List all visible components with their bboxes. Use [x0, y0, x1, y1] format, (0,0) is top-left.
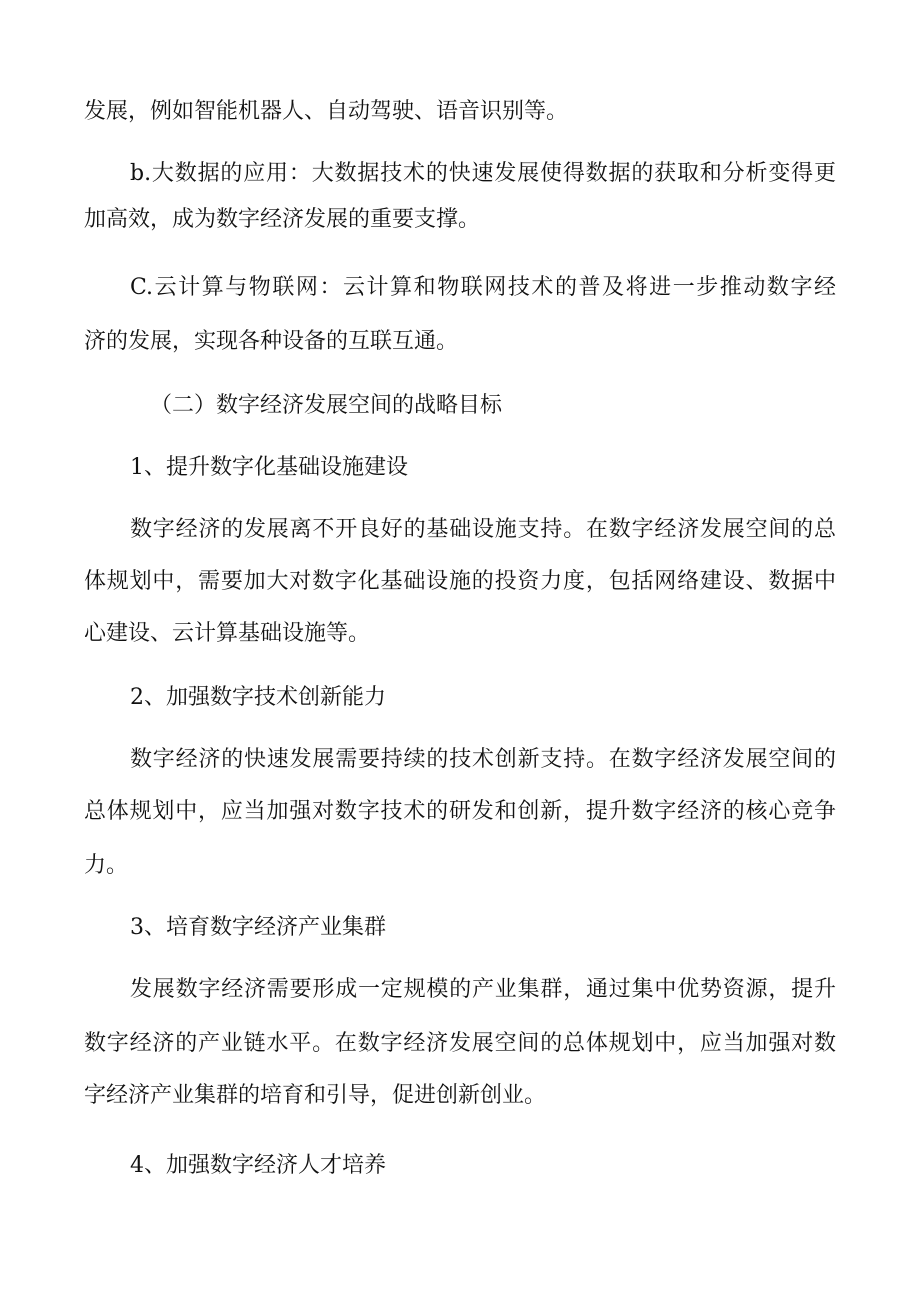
paragraph-line: 体规划中，需要加大对数字化基础设施的投资力度，包括网络建设、数据中: [84, 569, 836, 594]
paragraph-line: 力。: [84, 853, 129, 878]
subsection-heading: 1、提升数字化基础设施建设: [130, 455, 408, 480]
subsection-heading: 3、培育数字经济产业集群: [130, 915, 386, 940]
paragraph-line: 总体规划中，应当加强对数字技术的研发和创新，提升数字经济的核心竞争: [84, 799, 836, 824]
paragraph-line: 发展，例如智能机器人、自动驾驶、语音识别等。: [84, 99, 569, 124]
paragraph-line: 加高效，成为数字经济发展的重要支撑。: [84, 207, 481, 232]
paragraph-line: 发展数字经济需要形成一定规模的产业集群，通过集中优势资源，提升: [130, 977, 836, 1002]
subsection-heading: 4、加强数字经济人才培养: [130, 1153, 386, 1178]
section-heading: （二）数字经济发展空间的战略目标: [150, 393, 503, 418]
paragraph-line: 心建设、云计算基础设施等。: [84, 621, 371, 646]
paragraph-line: 数字经济的发展离不开良好的基础设施支持。在数字经济发展空间的总: [130, 517, 836, 542]
paragraph-line: 济的发展，实现各种设备的互联互通。: [84, 329, 459, 354]
paragraph-line: C.云计算与物联网：云计算和物联网技术的普及将进一步推动数字经: [130, 275, 836, 300]
paragraph-line: b.大数据的应用：大数据技术的快速发展使得数据的获取和分析变得更: [130, 161, 836, 186]
paragraph-line: 数字经济的快速发展需要持续的技术创新支持。在数字经济发展空间的: [130, 747, 836, 772]
paragraph-line: 数字经济的产业链水平。在数字经济发展空间的总体规划中，应当加强对数: [84, 1031, 836, 1056]
paragraph-line: 字经济产业集群的培育和引导，促进创新创业。: [84, 1083, 547, 1108]
subsection-heading: 2、加强数字技术创新能力: [130, 685, 386, 710]
